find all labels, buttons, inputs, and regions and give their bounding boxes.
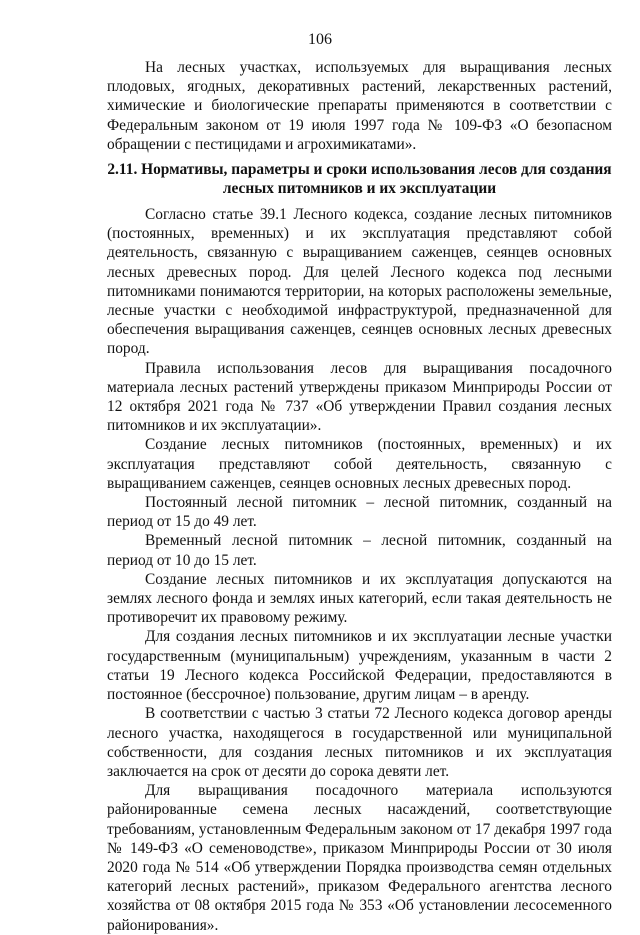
paragraph-nursery-definition: Создание лесных питомников (постоянных, временных) и их эксплуатация представляют собой деятельность, связанную с выращиванием саженцев, сеянцев основных лесных древесных пород. [107, 436, 612, 492]
paragraph-article-39-1: Согласно статье 39.1 Лесного кодекса, создание лесных питомников (постоянных, временных) и их эксплуатация представляют собой деятельность, связанную с выращиванием саженцев, сеянцев основных лесных древесных пород. Для целей Лесного кодекса под лесными питомниками понимаются территории, на которых расположены земельные, лесные участки с необходимой инфраструктурой, предназначенной для обеспечения выращивания саженцев, сеянцев основных лесных древесных пород. [107, 206, 612, 358]
paragraph-lease-term: В соответствии с частью 3 статьи 72 Лесного кодекса договор аренды лесного участка, находящегося в государственной или муниципальной собственности, для создания лесных питомников и их эксплуатация заключается на срок от десяти до сорока девяти лет. [107, 705, 612, 780]
document-body [107, 58, 612, 935]
paragraph-permanent-nursery: Постоянный лесной питомник – лесной питомник, созданный на период от 15 до 49 лет. [107, 494, 612, 531]
paragraph-temporary-nursery: Временный лесной питомник – лесной питомник, созданный на период от 10 до 15 лет. [107, 532, 612, 569]
paragraph-rules-order-737: Правила использования лесов для выращивания посадочного материала лесных растений утверждены приказом Минприроды России от 12 октября 2021 года № 737 «Об утверждении Правил создания лесных питомников и их эксплуатации». [107, 359, 612, 435]
intro-paragraph: На лесных участках, используемых для выращивания лесных плодовых, ягодных, декоративных растений, лекарственных растений, химические и биологические препараты применяются в соответствии с Федеральным законом от 19 июля 1997 года № 109-ФЗ «О безопасном обращении с пестицидами и агрохимикатами». [107, 59, 612, 153]
paragraph-land-provision: Для создания лесных питомников и их эксплуатации лесные участки государственным (муниципальным) учреждениям, указанным в части 2 статьи 19 Лесного кодекса Российской Федерации, предоставляются в постоянное (бессрочное) пользование, другим лицам – в аренду. [107, 628, 612, 704]
section-heading: 2.11. Нормативы, параметры и сроки использования лесов для создания лесных питомников и их эксплуатации [107, 161, 612, 198]
paragraph-land-categories: Создание лесных питомников и их эксплуатация допускаются на землях лесного фонда и землях иных категорий, если такая деятельность не противоречит их правовому режиму. [107, 570, 612, 627]
page-number: 106 [308, 31, 332, 48]
paragraph-seed-requirements: Для выращивания посадочного материала используются районированные семена лесных насаждений, соответствующие требованиям, установленным Федеральным законом от 17 декабря 1997 года № 149-ФЗ «О семеноводстве», приказом Минприроды России от 30 июля 2020 года № 514 «Об утверждении Порядка производства семян отдельных категорий лесных растений», приказом Федерального агентства лесного хозяйства от 08 октября 2015 года № 353 «Об установлении лесосеменного районирования». [107, 782, 612, 934]
